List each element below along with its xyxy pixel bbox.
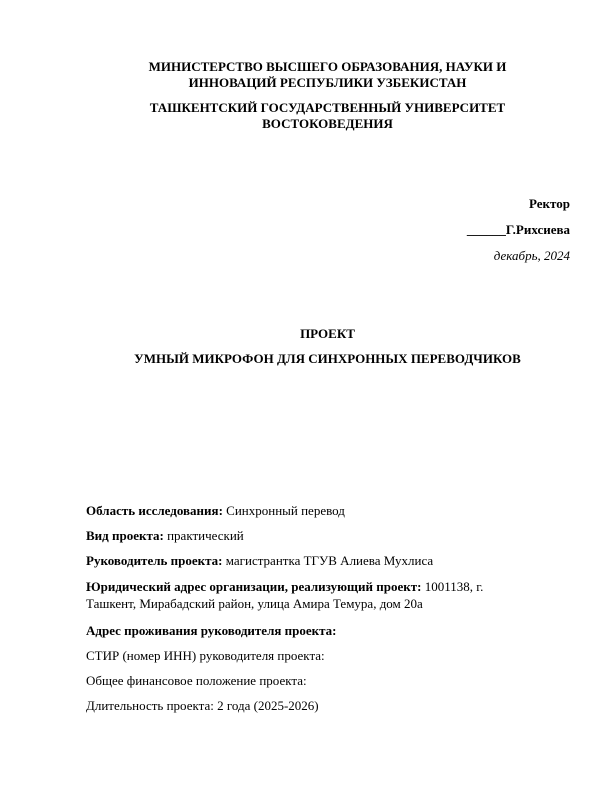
approval-title: Ректор [529,196,570,211]
research-field-line [86,502,546,519]
project-title: УМНЫЙ МИКРОФОН ДЛЯ СИНХРОННЫХ ПЕРЕВОДЧИКОВ [134,351,521,366]
approval-date: декабрь, 2024 [493,248,570,263]
approval-signature: ______Г.Рихсиева [466,222,570,237]
university-line-2: ВОСТОКОВЕДЕНИЯ [262,116,393,131]
legal-address-block [86,578,546,612]
ministry-line-1: МИНИСТЕРСТВО ВЫСШЕГО ОБРАЗОВАНИЯ, НАУКИ И [148,59,507,74]
university-line-1: ТАШКЕНТСКИЙ ГОСУДАРСТВЕННЫЙ УНИВЕРСИТЕТ [149,100,506,115]
research-field-label: Область исследования: [86,503,223,518]
project-label: ПРОЕКТ [300,326,355,341]
project-leader-line [86,552,546,569]
legal-address-value-1: 1001138, г. [421,579,484,594]
legal-address-value-2: Ташкент, Мирабадский район, улица Амира Темура, дом 20а [86,596,423,611]
residence-address-label: Адрес проживания руководителя проекта: [86,623,337,638]
project-type-line [86,527,546,544]
duration-line: Длительность проекта: 2 года (2025-2026) [86,698,319,713]
tin-line: СТИР (номер ИНН) руководителя проекта: [86,648,325,663]
legal-address-label: Юридический адрес организации, реализующий проект: [86,579,422,594]
project-leader-value: магистрантка ТГУВ Алиева Мухлиса [222,553,434,568]
financial-line: Общее финансовое положение проекта: [86,673,307,688]
research-field-value: Синхронный перевод [222,503,345,518]
project-type-value: практический [163,528,244,543]
project-leader-label: Руководитель проекта: [86,553,223,568]
ministry-line-2: ИННОВАЦИЙ РЕСПУБЛИКИ УЗБЕКИСТАН [188,75,467,90]
ministry-heading [85,59,570,91]
project-type-label: Вид проекта: [86,528,164,543]
university-heading [85,100,570,132]
